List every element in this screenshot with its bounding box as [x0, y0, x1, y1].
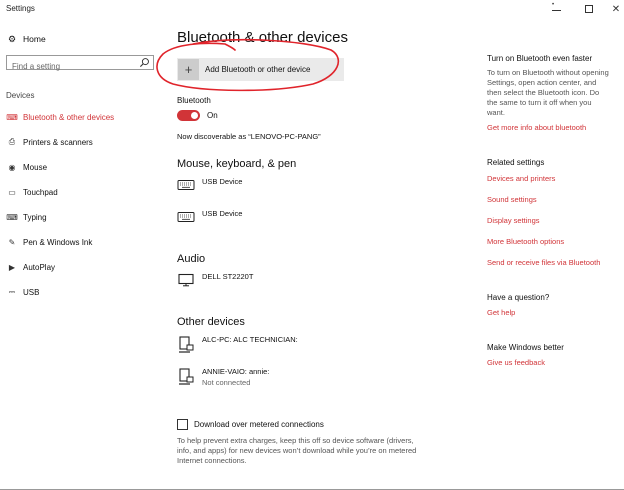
side-heading-feedback: Make Windows better [487, 343, 564, 352]
close-icon: ✕ [611, 3, 621, 15]
sidebar-item-usb[interactable] [6, 285, 39, 299]
metered-checkbox-row[interactable] [177, 419, 324, 430]
nav-home[interactable] [6, 32, 46, 46]
sidebar-item-label: USB [23, 287, 40, 297]
touchpad-icon: ▭ [8, 187, 16, 197]
sidebar-item-pen[interactable] [6, 235, 92, 249]
gear-icon: ⚙ [7, 33, 17, 44]
bluetooth-info-link[interactable]: Get more info about bluetooth [487, 123, 587, 132]
sidebar-item-label: Touchpad [23, 187, 58, 197]
link-more-bluetooth[interactable]: More Bluetooth options [487, 237, 565, 246]
usb-icon: ⎓ [8, 287, 16, 296]
window-menu-icon[interactable]: • [552, 2, 555, 8]
window-title: Settings [6, 4, 35, 13]
printer-icon: ⎙ [8, 137, 16, 146]
metered-help-text: To help prevent extra charges, keep this off so device software (drivers, info, and apps) for new devices won’t download while you’re on metered Internet connections. [177, 436, 417, 465]
device-item[interactable] [177, 366, 269, 394]
minimize-icon [552, 10, 561, 11]
device-item[interactable] [177, 208, 242, 236]
give-feedback-link[interactable]: Give us feedback [487, 358, 545, 367]
keyboard-icon [177, 210, 195, 224]
device-name: DELL ST2220T [202, 272, 254, 281]
search-input[interactable] [7, 60, 135, 73]
keyboard-icon: ⌨ [6, 212, 18, 222]
side-panel [487, 18, 617, 478]
main-content [177, 18, 477, 478]
maximize-button[interactable] [575, 2, 603, 16]
left-nav [0, 18, 160, 478]
maximize-icon [585, 5, 593, 13]
sidebar-item-bluetooth[interactable] [6, 110, 114, 124]
bluetooth-icon: ⌨ [6, 112, 18, 122]
minimize-button[interactable] [542, 2, 570, 16]
sidebar-item-label: AutoPlay [23, 262, 56, 272]
bluetooth-toggle[interactable] [177, 110, 200, 121]
plus-icon: + [178, 59, 199, 80]
sidebar-item-touchpad[interactable] [6, 185, 58, 199]
side-faster-text: To turn on Bluetooth without opening Settings, open action center, and then select the Bluetooth icon. Do the same to turn it off when you want. [487, 68, 609, 117]
device-item[interactable] [177, 271, 253, 299]
section-heading-input-devices: Mouse, keyboard, & pen [177, 158, 297, 170]
link-display-settings[interactable]: Display settings [487, 216, 540, 225]
close-button[interactable] [602, 2, 624, 16]
get-help-link[interactable]: Get help [487, 308, 516, 317]
mouse-icon: ◉ [8, 162, 16, 172]
keyboard-icon [177, 178, 195, 192]
device-item[interactable] [177, 176, 242, 204]
sidebar-item-label: Typing [23, 212, 47, 222]
sidebar-item-label: Printers & scanners [23, 137, 93, 147]
device-status: Not connected [202, 378, 251, 387]
sidebar-item-label: Mouse [23, 162, 48, 172]
sidebar-item-typing[interactable] [6, 210, 47, 224]
device-name: USB Device [202, 177, 243, 186]
search-icon[interactable] [139, 57, 150, 68]
add-device-label: Add Bluetooth or other device [205, 65, 311, 74]
bluetooth-label: Bluetooth [177, 96, 211, 105]
search-box [6, 55, 154, 70]
section-heading-other: Other devices [177, 316, 245, 328]
nav-section-devices: Devices [6, 91, 35, 100]
metered-checkbox-label: Download over metered connections [194, 420, 324, 429]
page-title: Bluetooth & other devices [177, 29, 348, 46]
side-heading-question: Have a question? [487, 293, 550, 302]
sidebar-item-printers[interactable] [6, 135, 93, 149]
nav-home-label: Home [23, 34, 46, 44]
device-name: ANNIE-VAIO: annie: [202, 367, 270, 376]
link-sound-settings[interactable]: Sound settings [487, 195, 537, 204]
metered-checkbox[interactable] [177, 419, 188, 430]
monitor-icon [177, 273, 195, 287]
link-send-receive-files[interactable]: Send or receive files via Bluetooth [487, 258, 601, 267]
sidebar-item-label: Pen & Windows Ink [23, 237, 93, 247]
title-bar [0, 0, 624, 18]
pc-icon [177, 368, 195, 386]
toggle-knob [191, 112, 198, 119]
side-heading-related: Related settings [487, 158, 545, 167]
sidebar-item-autoplay[interactable] [6, 260, 55, 274]
device-name: ALC-PC: ALC TECHNICIAN: [202, 335, 298, 344]
device-item[interactable] [177, 334, 298, 362]
discoverable-text: Now discoverable as “LENOVO-PC-PANG” [177, 132, 321, 141]
side-heading-faster: Turn on Bluetooth even faster [487, 54, 593, 63]
pc-icon [177, 336, 195, 354]
autoplay-icon: ▶ [8, 262, 16, 272]
device-name: USB Device [202, 209, 243, 218]
sidebar-item-mouse[interactable] [6, 160, 47, 174]
add-device-button[interactable] [177, 58, 344, 81]
sidebar-item-label: Bluetooth & other devices [23, 112, 115, 122]
section-heading-audio: Audio [177, 253, 206, 265]
bluetooth-toggle-state: On [207, 111, 218, 120]
link-devices-printers[interactable]: Devices and printers [487, 174, 556, 183]
pen-icon: ✎ [8, 237, 16, 247]
